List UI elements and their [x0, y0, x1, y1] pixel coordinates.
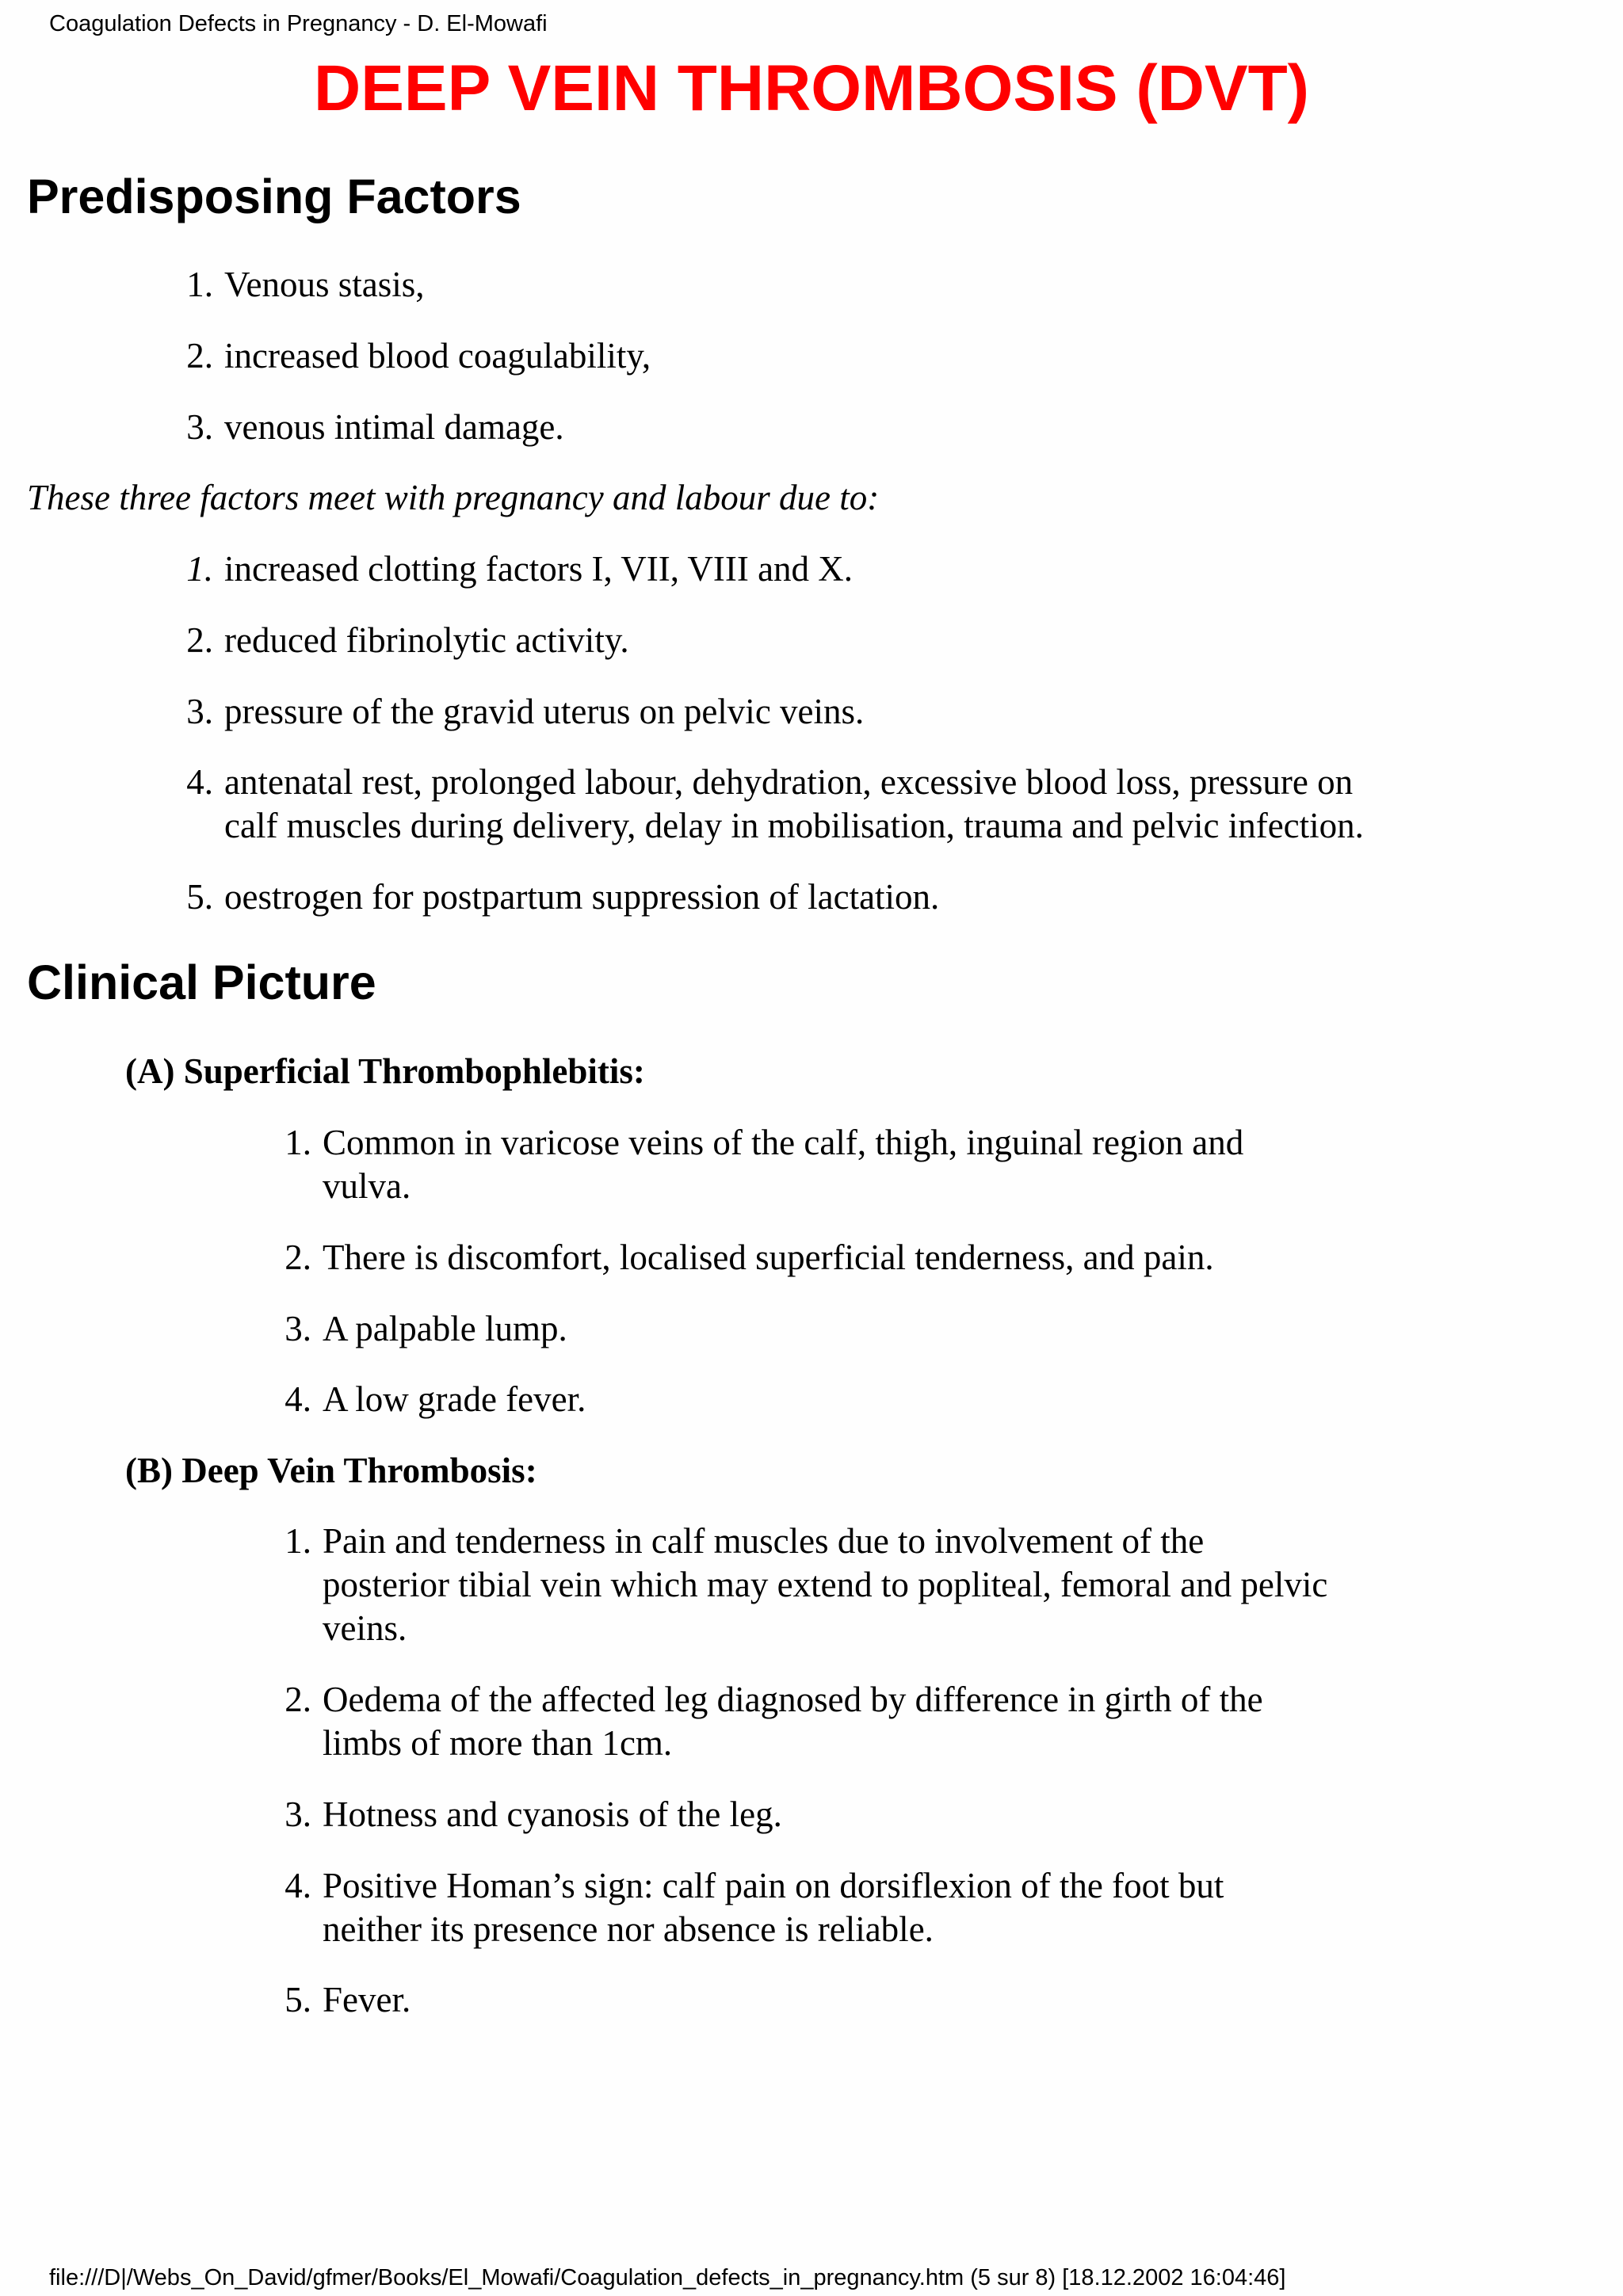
list-number: 4.	[285, 1866, 311, 1905]
list-text-continued: veins.	[323, 1608, 407, 1648]
list-text: antenatal rest, prolonged labour, dehydration, excessive blood loss, pressure on	[224, 762, 1354, 802]
list-number: 2.	[186, 336, 213, 376]
list-number: 3.	[285, 1309, 311, 1348]
list-number: 3.	[186, 407, 213, 447]
subheading-superficial: (A) Superficial Thrombophlebitis:	[125, 1051, 645, 1091]
list-text: Oedema of the affected leg diagnosed by difference in girth of the	[323, 1680, 1263, 1719]
list-text: reduced fibrinolytic activity.	[224, 620, 629, 660]
list-text: Positive Homan’s sign: calf pain on dorsiflexion of the foot but	[323, 1866, 1224, 1905]
list-text: There is discomfort, localised superficial tenderness, and pain.	[323, 1238, 1214, 1277]
intro-sentence: These three factors meet with pregnancy and labour due to:	[27, 478, 880, 517]
list-text: Common in varicose veins of the calf, thigh, inguinal region and	[323, 1123, 1244, 1162]
list-number: 3.	[186, 692, 213, 731]
list-number: 1.	[285, 1521, 311, 1561]
list-number: 5.	[186, 877, 213, 917]
file-path-footer: file:///D|/Webs_On_David/gfmer/Books/El_Mowafi/Coagulation_defects_in_pregnancy.htm (5 sur 8) [18.12.2002 16:04:46]	[49, 2265, 1286, 2290]
list-number: 1.	[186, 265, 213, 304]
section-heading-predisposing: Predisposing Factors	[27, 170, 521, 223]
list-number: 2.	[285, 1680, 311, 1719]
list-text: increased clotting factors I, VII, VIII and X.	[224, 549, 854, 589]
list-text-continued: neither its presence nor absence is reliable.	[323, 1909, 934, 1949]
list-number: 2.	[285, 1238, 311, 1277]
list-text: Pain and tenderness in calf muscles due to involvement of the	[323, 1521, 1205, 1561]
list-text-continued: limbs of more than 1cm.	[323, 1723, 673, 1763]
list-text-continued: posterior tibial vein which may extend to popliteal, femoral and pelvic	[323, 1565, 1328, 1604]
list-number: 4.	[186, 762, 213, 802]
list-text: A low grade fever.	[323, 1379, 586, 1419]
list-text: pressure of the gravid uterus on pelvic veins.	[224, 692, 865, 731]
list-text: Venous stasis,	[224, 265, 425, 304]
list-text: oestrogen for postpartum suppression of lactation.	[224, 877, 940, 917]
list-number: 3.	[285, 1794, 311, 1834]
list-text: Fever.	[323, 1980, 411, 2019]
section-heading-clinical: Clinical Picture	[27, 955, 376, 1009]
list-number: 2.	[186, 620, 213, 660]
list-text: venous intimal damage.	[224, 407, 564, 447]
list-number: 1.	[186, 549, 213, 589]
list-number: 5.	[285, 1980, 311, 2019]
subheading-deep: (B) Deep Vein Thrombosis:	[125, 1451, 537, 1490]
running-header: Coagulation Defects in Pregnancy - D. El-Mowafi	[49, 11, 548, 36]
list-number: 4.	[285, 1379, 311, 1419]
list-text: increased blood coagulability,	[224, 336, 651, 376]
list-text-continued: vulva.	[323, 1166, 411, 1206]
list-text: Hotness and cyanosis of the leg.	[323, 1794, 782, 1834]
list-number: 1.	[285, 1123, 311, 1162]
list-text-continued: calf muscles during delivery, delay in mobilisation, trauma and pelvic infection.	[224, 806, 1364, 845]
page-title: DEEP VEIN THROMBOSIS (DVT)	[314, 52, 1309, 124]
list-text: A palpable lump.	[323, 1309, 567, 1348]
